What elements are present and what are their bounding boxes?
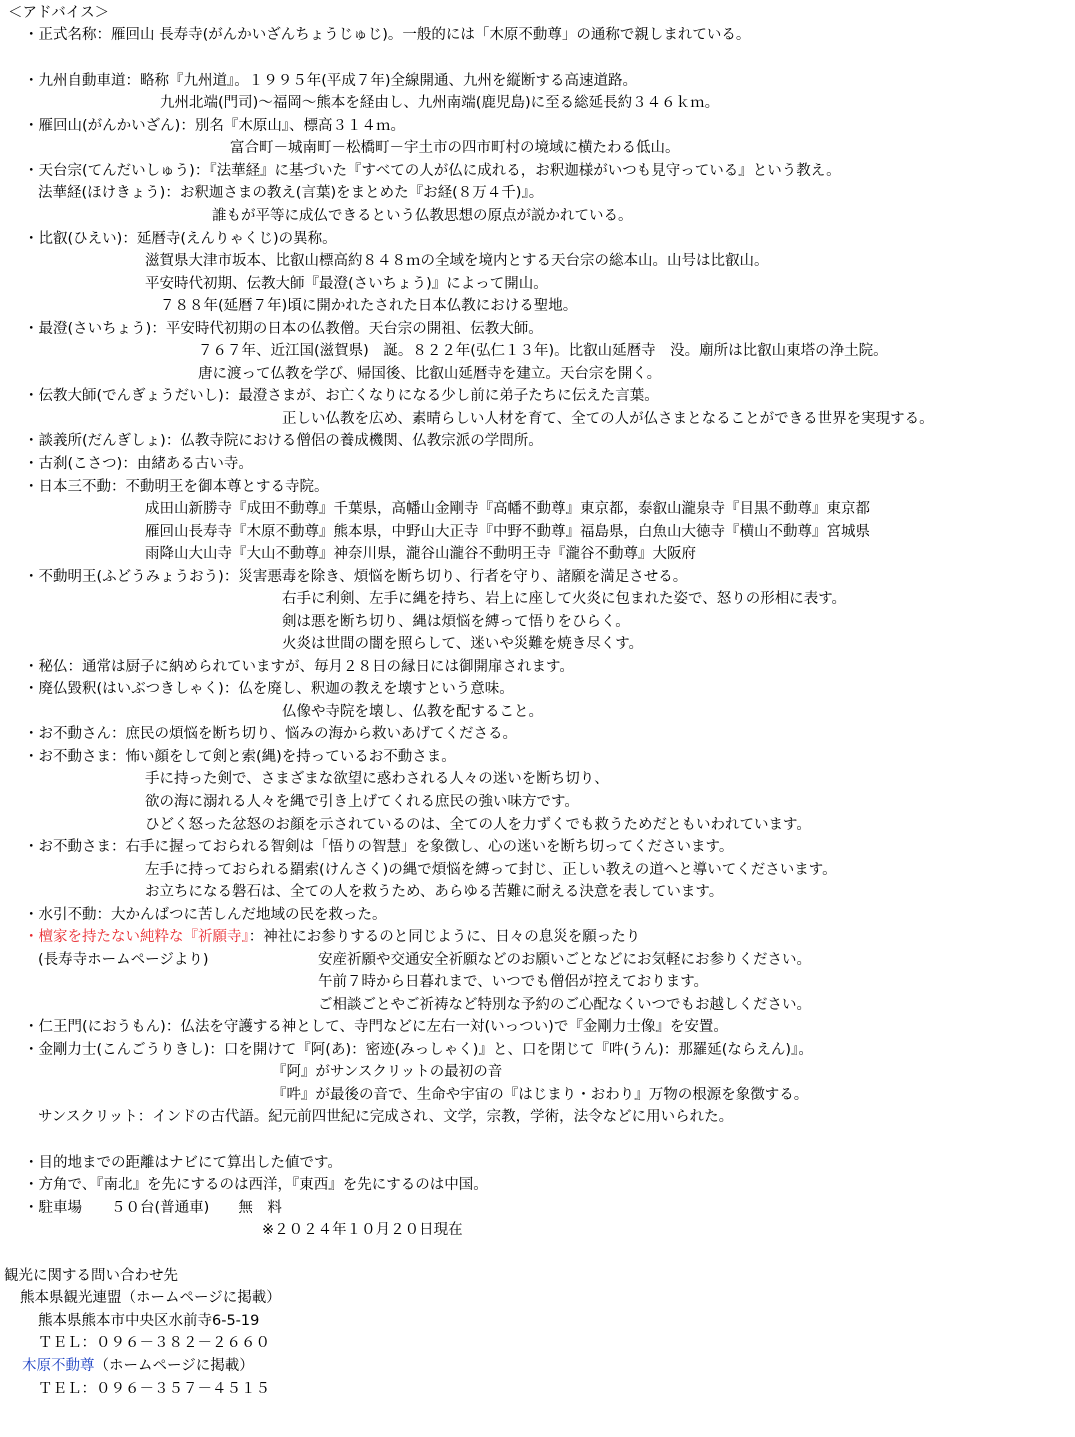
note-hibutsu: ・秘仏：通常は厨子に納められていますが、毎月２８日の縁日には御開扉されます。 (24, 659, 574, 675)
note-hokekyo: 法華経(ほけきょう)：お釈迦さまの教え(言葉)をまとめた『お経(８万４千)』。 (38, 185, 544, 201)
advice-heading: ＜アドバイス＞ (8, 5, 110, 21)
note-ofudosama-1: ・お不動さま：怖い顔をして剣と索(縄)を持っているお不動さま。 (24, 749, 456, 765)
inquiry-kihara-tel: ＴＥＬ：０９６－３５７－４５１５ (38, 1381, 270, 1397)
note-tendai: ・天台宗(てんだいしゅう)：『法華経』に基づいた『すべての人が仏に成れる，お釈迦様がいつも見守っている』という教え。 (24, 163, 841, 179)
inquiry-kumamoto-tel: ＴＥＬ：０９６－３８２－２６６０ (38, 1335, 270, 1351)
note-gankaizan-detail: 富合町－城南町－松橋町－宇土市の四市町村の境域に横たわる低山。 (230, 140, 680, 156)
note-three-fudo-list-1: 成田山新勝寺『成田不動尊』千葉県，高幡山金剛寺『高幡不動尊』東京都，泰叡山瀧泉寺『目黒不動尊』東京都 (145, 501, 870, 517)
note-hokekyo-detail: 誰もが平等に成仏できるという仏教思想の原点が説かれている。 (212, 208, 633, 224)
note-hiei-detail-1: 滋賀県大津市坂本、比叡山標高約８４８ｍの全域を境内とする天台宗の総本山。山号は比叡山。 (145, 253, 769, 269)
inquiry-heading: 観光に関する問い合わせ先 (4, 1268, 178, 1284)
inquiry-kumamoto-tourism: 熊本県観光連盟（ホームページに掲載） (20, 1290, 281, 1306)
note-haibutsu-detail: 仏像や寺院を壊し、仏教を配すること。 (282, 704, 543, 720)
note-hiei-detail-2: 平安時代初期、伝教大師『最澄(さいちょう)』によって開山。 (145, 276, 548, 292)
note-official-name: ・正式名称：雁回山 長寿寺(がんかいざんちょうじゅじ)。一般的には「木原不動尊」の通称で親しまれている。 (24, 27, 751, 43)
note-kiganji-detail-3: ご相談ごとやご祈祷など特別な予約のご心配なくいつでもお越しください。 (318, 997, 811, 1013)
note-as-of-date: ※２０２４年１０月２０日現在 (262, 1222, 463, 1238)
note-kongo-rikishi-detail-2: 『吽』が最後の音で、生命や宇宙の『はじまり・おわり』万物の根源を象徴する。 (272, 1087, 809, 1103)
note-ofudosama-2: ・お不動さま：右手に握っておられる智剣は「悟りの智慧」を象徴し、心の迷いを断ち切ってくださいます。 (24, 839, 734, 855)
inquiry-kumamoto-address: 熊本県熊本市中央区水前寺6-5-19 (38, 1313, 260, 1329)
note-dengyo-daishi: ・伝教大師(でんぎょうだいし)：最澄さまが、お亡くなりになる少し前に弟子たちに伝えた言葉。 (24, 388, 659, 404)
note-three-fudo-list-2: 雁回山長寿寺『木原不動尊』熊本県，中野山大正寺『中野不動尊』福島県，白魚山大徳寺『横山不動尊』宮城県 (145, 524, 870, 540)
note-fudo-myoo-detail-1: 右手に利剣、左手に縄を持ち、岩上に座して火炎に包まれた姿で、怒りの形相に表す。 (282, 591, 847, 607)
note-saicho-detail-2: 唐に渡って仏教を学び、帰国後、比叡山延暦寺を建立。天台宗を開く。 (198, 366, 662, 382)
note-ofudosama-1-detail-1: 手に持った剣で、さまざまな欲望に惑わされる人々の迷いを断ち切り、 (145, 771, 609, 787)
inquiry-kihara-fudo (22, 1356, 254, 1378)
kihara-fudo-name: 木原不動尊 (22, 1358, 95, 1374)
note-kiganji-source: (長寿寺ホームページより) (38, 952, 209, 968)
note-ofudosama-2-detail-1: 左手に持っておられる羂索(けんさく)の縄で煩悩を縛って封じ、正しい教えの道へと導いてくださいます。 (145, 862, 837, 878)
note-ofudosama-2-detail-2: お立ちになる磐石は、全ての人を救うため、あらゆる苦難に耐える決意を表しています。 (145, 884, 724, 900)
note-dangisho: ・談義所(だんぎしょ)：仏教寺院における僧侶の養成機関、仏教宗派の学問所。 (24, 433, 543, 449)
kihara-fudo-homepage-note: （ホームページに掲載） (94, 1358, 254, 1374)
note-kiganji-detail-1: 安産祈願や交通安全祈願などのお願いごとなどにお気軽にお参りください。 (318, 952, 811, 968)
kiganji-description: ：神社にお参りするのと同じように、日々の息災を願ったり (248, 929, 641, 945)
note-fudo-myoo: ・不動明王(ふどうみょうおう)：災害悪毒を除き、煩悩を断ち切り、行者を守り、諸願を満足させる。 (24, 569, 688, 585)
note-saicho-detail-1: ７６７年、近江国(滋賀県) 誕。８２２年(弘仁１３年)。比叡山延暦寺 没。廟所は比叡山東塔の浄土院。 (198, 343, 888, 359)
note-parking: ・駐車場 ５０台(普通車) 無 料 (24, 1200, 282, 1216)
note-kyushu-expressway: ・九州自動車道：略称『九州道』。１９９５年(平成７年)全線開通、九州を縦断する高速道路。 (24, 73, 638, 89)
kiganji-highlight: ・檀家を持たない純粋な『祈願寺』 (24, 929, 249, 945)
note-kongo-rikishi: ・金剛力士(こんごうりきし)：口を開けて『阿(あ)：密迹(みっしゃく)』と、口を閉じて『吽(うん)：那羅延(ならえん)』。 (24, 1042, 813, 1058)
note-fudo-myoo-detail-3: 火炎は世間の闇を照らして、迷いや災難を焼き尽くす。 (282, 636, 644, 652)
note-dengyo-daishi-detail: 正しい仏教を広め、素晴らしい人材を育て、全ての人が仏さまとなることができる世界を実現する。 (282, 411, 934, 427)
note-saicho: ・最澄(さいちょう)：平安時代初期の日本の仏教僧。天台宗の開祖、伝教大師。 (24, 321, 543, 337)
note-niomon: ・仁王門(におうもん)：仏法を守護する神として、寺門などに左右一対(いっつい)で『金剛力士像』を安置。 (24, 1019, 728, 1035)
note-ofudosama-1-detail-2: 欲の海に溺れる人々を縄で引き上げてくれる庶民の強い味方です。 (145, 794, 579, 810)
note-kosatsu: ・古刹(こさつ)：由緒ある古い寺。 (24, 456, 253, 472)
note-direction: ・方角で、『南北』を先にするのは西洋，『東西』を先にするのは中国。 (24, 1177, 488, 1193)
note-kiganji (24, 927, 640, 949)
note-hiei: ・比叡(ひえい)：延暦寺(えんりゃくじ)の異称。 (24, 231, 337, 247)
note-three-fudo: ・日本三不動：不動明王を御本尊とする寺院。 (24, 479, 329, 495)
note-kiganji-detail-2: 午前７時から日暮れまで、いつでも僧侶が控えております。 (318, 974, 709, 990)
note-ofudosan: ・お不動さん：庶民の煩悩を断ち切り、悩みの海から救いあげてくださる。 (24, 726, 517, 742)
note-fudo-myoo-detail-2: 剣は悪を断ち切り、縄は煩悩を縛って悟りをひらく。 (282, 614, 630, 630)
note-distance: ・目的地までの距離はナビにて算出した値です。 (24, 1155, 342, 1171)
note-kyushu-expressway-detail: 九州北端(門司)～福岡～熊本を経由し、九州南端(鹿児島)に至る総延長約３４６ｋｍ。 (160, 95, 720, 111)
note-three-fudo-list-3: 雨降山大山寺『大山不動尊』神奈川県，瀧谷山瀧谷不動明王寺『瀧谷不動尊』大阪府 (145, 546, 696, 562)
note-gankaizan: ・雁回山(がんかいざん)：別名『木原山』、標高３１４ｍ。 (24, 118, 406, 134)
note-hiei-detail-3: ７８８年(延暦７年)頃に開かれたされた日本仏教における聖地。 (160, 298, 578, 314)
note-haibutsu: ・廃仏毀釈(はいぶつきしゃく)：仏を廃し、釈迦の教えを壊すという意味。 (24, 681, 514, 697)
note-ofudosama-1-detail-3: ひどく怒った忿怒のお顔を示されているのは、全ての人を力ずくでも救うためだともいわれています。 (145, 817, 811, 833)
note-mizuhiki-fudo: ・水引不動：大かんばつに苦しんだ地域の民を救った。 (24, 907, 387, 923)
note-sanskrit: サンスクリット：インドの古代語。紀元前四世紀に完成され、文学，宗教，学術，法令などに用いられた。 (38, 1109, 734, 1125)
note-kongo-rikishi-detail-1: 『阿』がサンスクリットの最初の音 (272, 1064, 503, 1080)
